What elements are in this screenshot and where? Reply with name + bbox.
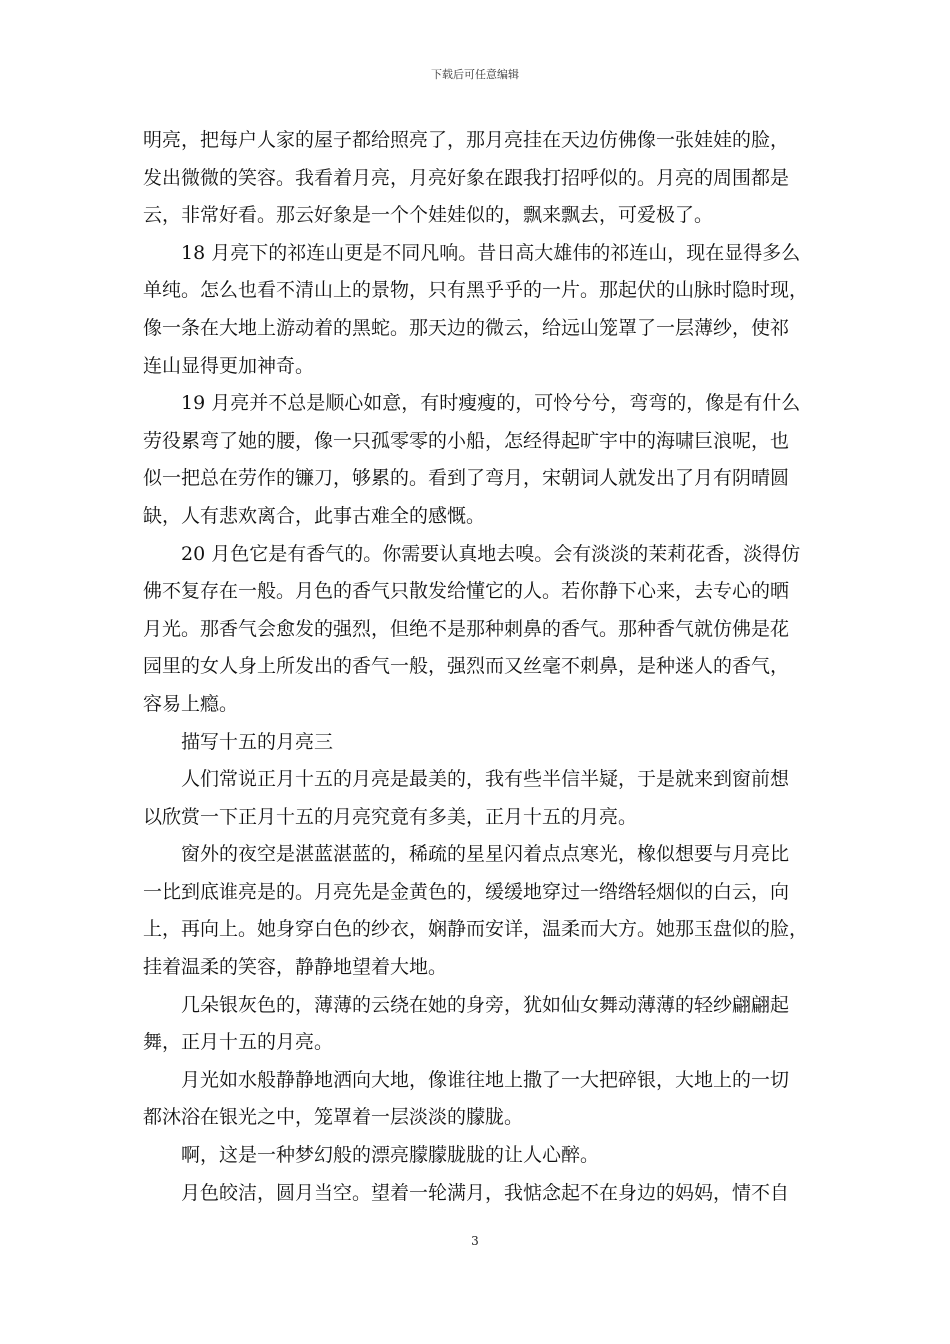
page-header: 下载后可任意编辑 — [431, 68, 519, 81]
paragraph-first-line: 啊，这是一种梦幻般的漂亮朦朦胧胧的让人心醉。 — [181, 1144, 600, 1167]
text-line: 单纯。怎么也看不清山上的景物，只有黑乎乎的一片。那起伏的山脉时隐时现， — [143, 279, 809, 302]
paragraph-first-line: 20 月色它是有香气的。你需要认真地去嗅。会有淡淡的茉莉花香，淡得仿 — [181, 542, 801, 565]
text-line: 园里的女人身上所发出的香气一般，强烈而又丝毫不刺鼻，是种迷人的香气， — [143, 655, 790, 678]
text-line: 挂着温柔的笑容，静静地望着大地。 — [143, 956, 448, 979]
text-line: 连山显得更加神奇。 — [143, 354, 315, 377]
text-line: 一比到底谁亮是的。月亮先是金黄色的，缓缓地穿过一绺绺轻烟似的白云，向 — [143, 880, 790, 903]
paragraph-first-line: 窗外的夜空是湛蓝湛蓝的，稀疏的星星闪着点点寒光，橡似想要与月亮比 — [181, 843, 790, 866]
paragraph-first-line: 月光如水般静静地洒向大地，像谁往地上撒了一大把碎银，大地上的一切 — [181, 1068, 790, 1091]
paragraph-first-line: 19 月亮并不总是顺心如意，有时瘦瘦的，可怜兮兮，弯弯的，像是有什么 — [181, 392, 801, 415]
section-heading: 描写十五的月亮三 — [181, 730, 334, 753]
text-line: 缺，人有悲欢离合，此事古难全的感慨。 — [143, 504, 486, 527]
paragraph-first-line: 18 月亮下的祁连山更是不同凡响。昔日高大雄伟的祁连山，现在显得多么 — [181, 241, 801, 264]
text-line: 明亮，把每户人家的屋子都给照亮了，那月亮挂在天边仿佛像一张娃娃的脸， — [143, 129, 790, 151]
text-line: 上，再向上。她身穿白色的纱衣，娴静而安详，温柔而大方。她那玉盘似的脸， — [143, 918, 809, 941]
text-line: 佛不复存在一般。月色的香气只散发给懂它的人。若你静下心来，去专心的晒 — [143, 580, 790, 603]
text-line: 发出微微的笑容。我看着月亮，月亮好象在跟我打招呼似的。月亮的周围都是 — [143, 166, 790, 189]
paragraph-first-line: 几朵银灰色的，薄薄的云绕在她的身旁，犹如仙女舞动薄薄的轻纱翩翩起 — [181, 993, 790, 1016]
text-line: 像一条在大地上游动着的黑蛇。那天边的微云，给远山笼罩了一层薄纱，使祁 — [143, 316, 790, 339]
paragraph-first-line: 人们常说正月十五的月亮是最美的，我有些半信半疑，于是就来到窗前想 — [181, 768, 790, 791]
text-line: 舞，正月十五的月亮。 — [143, 1031, 334, 1054]
text-line: 容易上瘾。 — [143, 692, 239, 715]
text-line: 月光。那香气会愈发的强烈，但绝不是那种刺鼻的香气。那种香气就仿佛是花 — [143, 617, 790, 640]
text-line: 以欣赏一下正月十五的月亮究竟有多美，正月十五的月亮。 — [143, 805, 638, 828]
text-line: 都沐浴在银光之中，笼罩着一层淡淡的朦胧。 — [143, 1106, 524, 1129]
page-number: 3 — [471, 1234, 479, 1248]
paragraph-first-line: 月色皎洁，圆月当空。望着一轮满月，我惦念起不在身边的妈妈，情不自 — [181, 1181, 790, 1204]
text-line: 劳役累弯了她的腰，像一只孤零零的小船，怎经得起旷宇中的海啸巨浪呢，也 — [143, 429, 790, 452]
text-line: 云，非常好看。那云好象是一个个娃娃似的，飘来飘去，可爱极了。 — [143, 204, 714, 227]
text-line: 似一把总在劳作的镰刀，够累的。看到了弯月，宋朝词人就发出了月有阴晴圆 — [143, 467, 790, 490]
document-body — [143, 122, 823, 1212]
